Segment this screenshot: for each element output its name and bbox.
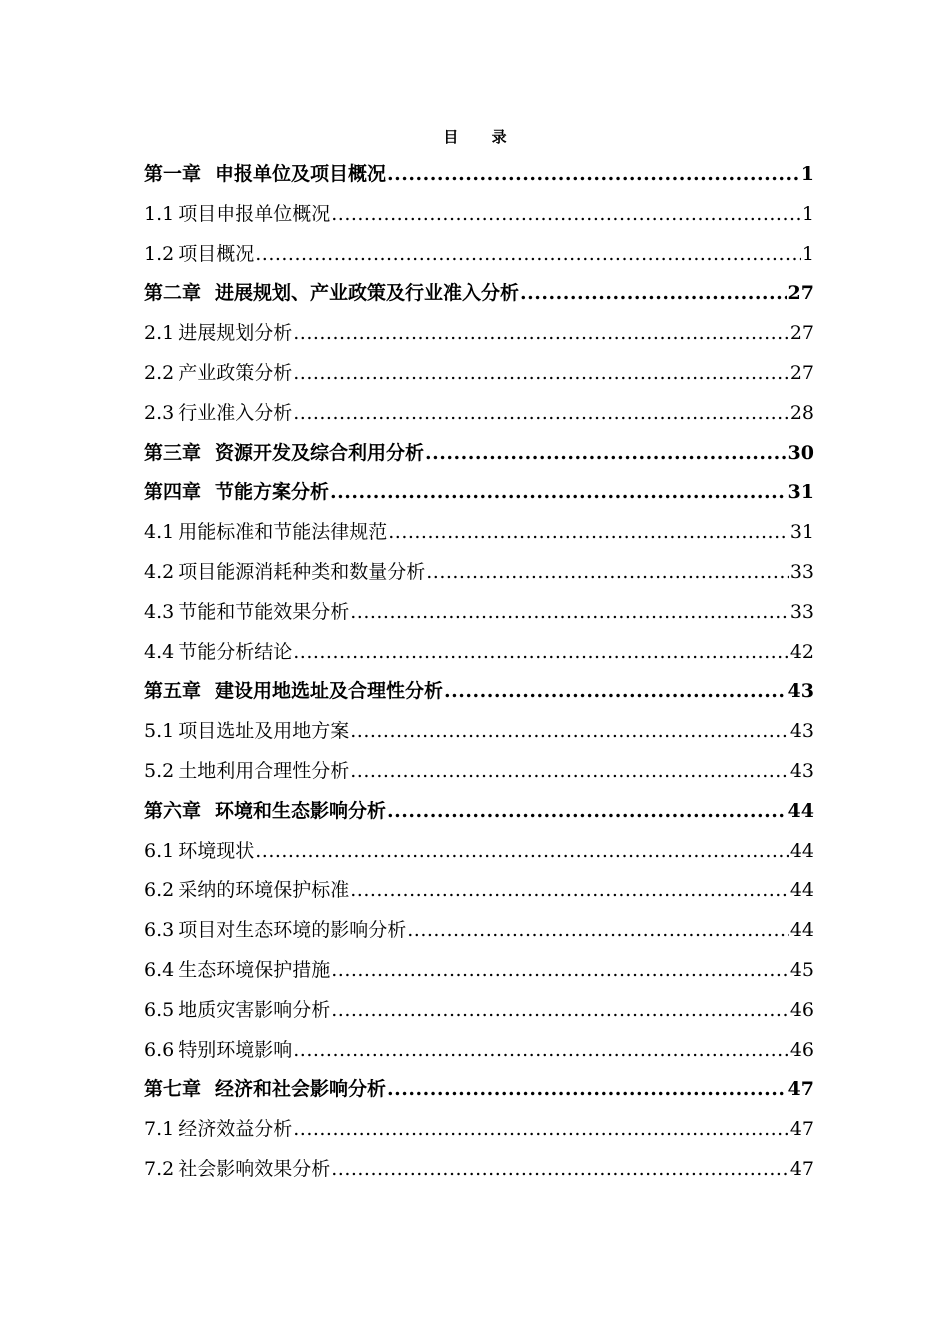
toc-entry-label <box>144 434 424 474</box>
toc-section-entry[interactable] <box>144 712 814 752</box>
toc-entry-text: 节能分析结论 <box>178 640 293 663</box>
toc-page-number: 43 <box>789 720 814 743</box>
toc-section-entry[interactable] <box>144 354 814 394</box>
toc-entry-number: 6.1 <box>144 839 175 862</box>
toc-section-entry[interactable] <box>144 951 814 991</box>
dot-leader <box>350 752 789 792</box>
toc-entry-label <box>144 752 349 792</box>
toc-entry-label <box>144 911 406 951</box>
toc-entry-label <box>144 513 387 553</box>
toc-chapter-entry[interactable] <box>144 1070 814 1110</box>
toc-entry-text: 地质灾害影响分析 <box>178 998 331 1021</box>
dot-leader <box>293 1110 789 1150</box>
dot-leader <box>387 792 787 832</box>
toc-section-entry[interactable] <box>144 593 814 633</box>
toc-entry-label <box>144 1070 386 1110</box>
toc-section-entry[interactable] <box>144 871 814 911</box>
dot-leader <box>293 394 789 434</box>
toc-section-entry[interactable] <box>144 394 814 434</box>
toc-entry-number: 4.3 <box>144 600 175 623</box>
toc-entry-label <box>144 871 349 911</box>
toc-entry-number: 6.6 <box>144 1038 175 1061</box>
toc-entry-label <box>144 792 386 832</box>
toc-entry-text: 生态环境保护措施 <box>178 958 331 981</box>
dot-leader <box>407 911 789 951</box>
toc-entry-label <box>144 633 292 673</box>
toc-entry-text: 用能标准和节能法律规范 <box>178 521 388 544</box>
toc-entry-number: 6.2 <box>144 879 175 902</box>
dot-leader <box>350 871 789 911</box>
toc-page-number: 1 <box>800 163 814 185</box>
toc-entry-text: 产业政策分析 <box>178 361 293 384</box>
toc-entry-text: 申报单位及项目概况 <box>215 163 387 185</box>
toc-page-number: 27 <box>787 282 814 305</box>
dot-leader <box>255 832 789 872</box>
toc-entry-label <box>144 832 254 872</box>
toc-section-entry[interactable] <box>144 991 814 1031</box>
toc-section-entry[interactable] <box>144 911 814 951</box>
toc-entry-number: 第二章 <box>144 282 202 305</box>
toc-entry-text: 项目申报单位概况 <box>178 202 331 225</box>
dot-leader <box>426 553 789 593</box>
toc-section-entry[interactable] <box>144 832 814 872</box>
dot-leader <box>350 593 789 633</box>
toc-section-entry[interactable] <box>144 1110 814 1150</box>
toc-section-entry[interactable] <box>144 553 814 593</box>
dot-leader <box>387 1070 787 1110</box>
toc-section-entry[interactable] <box>144 633 814 673</box>
toc-entry-text: 节能方案分析 <box>215 481 330 504</box>
toc-page-number: 33 <box>789 560 814 583</box>
toc-entry-text: 项目对生态环境的影响分析 <box>178 919 407 942</box>
toc-entry-number: 6.5 <box>144 998 175 1021</box>
toc-entry-label <box>144 1110 292 1150</box>
dot-leader <box>293 354 789 394</box>
toc-entry-number: 第三章 <box>144 441 202 464</box>
toc-entry-number: 2.3 <box>144 401 175 424</box>
toc-title: 目 录 <box>443 128 521 146</box>
toc-section-entry[interactable] <box>144 195 814 235</box>
table-of-contents <box>144 155 814 1190</box>
toc-entry-number: 7.2 <box>144 1157 175 1180</box>
toc-section-entry[interactable] <box>144 513 814 553</box>
toc-entry-number: 5.1 <box>144 720 175 743</box>
toc-entry-text: 项目选址及用地方案 <box>178 720 350 743</box>
toc-entry-text: 社会影响效果分析 <box>178 1157 331 1180</box>
toc-entry-label <box>144 155 386 195</box>
toc-entry-number: 4.4 <box>144 640 175 663</box>
toc-entry-label <box>144 354 292 394</box>
toc-entry-number: 7.1 <box>144 1118 175 1141</box>
toc-entry-number: 6.4 <box>144 958 175 981</box>
toc-entry-label <box>144 314 292 354</box>
toc-section-entry[interactable] <box>144 1031 814 1071</box>
toc-entry-text: 经济效益分析 <box>178 1118 293 1141</box>
toc-entry-label <box>144 1031 292 1071</box>
toc-entry-text: 进展规划分析 <box>178 322 293 345</box>
toc-chapter-entry[interactable] <box>144 672 814 712</box>
toc-entry-label <box>144 1150 330 1190</box>
toc-entry-text: 进展规划、产业政策及行业准入分析 <box>215 282 520 305</box>
toc-entry-label <box>144 951 330 991</box>
toc-page-number: 30 <box>787 441 814 464</box>
toc-entry-number: 2.1 <box>144 322 175 345</box>
toc-section-entry[interactable] <box>144 752 814 792</box>
toc-entry-label <box>144 473 329 513</box>
dot-leader <box>425 434 787 474</box>
toc-page-number: 1 <box>801 242 814 265</box>
toc-entry-label <box>144 235 254 275</box>
toc-page-number: 44 <box>787 799 814 822</box>
toc-page-number: 44 <box>789 919 814 942</box>
toc-entry-text: 环境和生态影响分析 <box>215 799 387 822</box>
dot-leader <box>331 951 789 991</box>
toc-entry-number: 2.2 <box>144 361 175 384</box>
toc-page-number: 44 <box>789 879 814 902</box>
toc-page-number: 31 <box>787 481 814 504</box>
toc-entry-number: 第六章 <box>144 799 202 822</box>
toc-entry-text: 经济和社会影响分析 <box>215 1078 387 1101</box>
dot-leader <box>331 991 789 1031</box>
toc-page-number: 44 <box>789 839 814 862</box>
toc-entry-number: 1.1 <box>144 202 175 225</box>
toc-page-number: 42 <box>789 640 814 663</box>
toc-entry-number: 6.3 <box>144 919 175 942</box>
toc-section-entry[interactable] <box>144 1150 814 1190</box>
dot-leader <box>388 513 789 553</box>
toc-entry-number: 第四章 <box>144 481 202 504</box>
toc-page-number: 33 <box>789 600 814 623</box>
toc-entry-text: 采纳的环境保护标准 <box>178 879 350 902</box>
toc-page-number: 27 <box>789 361 814 384</box>
toc-entry-text: 行业准入分析 <box>178 401 293 424</box>
toc-page-number: 27 <box>789 322 814 345</box>
dot-leader <box>520 274 787 314</box>
toc-entry-text: 土地利用合理性分析 <box>178 759 350 782</box>
toc-entry-number: 第五章 <box>144 680 202 703</box>
toc-chapter-entry[interactable] <box>144 274 814 314</box>
toc-entry-number: 4.1 <box>144 521 175 544</box>
toc-page-number: 46 <box>789 998 814 1021</box>
dot-leader <box>387 155 800 195</box>
dot-leader <box>444 672 787 712</box>
toc-page-number: 45 <box>789 958 814 981</box>
toc-entry-text: 节能和节能效果分析 <box>178 600 350 623</box>
toc-entry-label <box>144 394 292 434</box>
toc-page-number: 43 <box>789 759 814 782</box>
toc-page-number: 46 <box>789 1038 814 1061</box>
toc-entry-text: 项目能源消耗种类和数量分析 <box>178 560 426 583</box>
toc-page-number: 43 <box>787 680 814 703</box>
toc-entry-number: 第一章 <box>144 163 202 185</box>
toc-entry-label <box>144 593 349 633</box>
toc-entry-text: 特别环境影响 <box>178 1038 293 1061</box>
dot-leader <box>293 314 789 354</box>
dot-leader <box>293 633 789 673</box>
toc-section-entry[interactable] <box>144 235 814 275</box>
dot-leader <box>350 712 789 752</box>
toc-page-number: 28 <box>789 401 814 424</box>
toc-entry-text: 环境现状 <box>178 839 255 862</box>
toc-page-number: 1 <box>801 202 814 225</box>
toc-entry-number: 1.2 <box>144 242 175 265</box>
toc-entry-label <box>144 553 425 593</box>
toc-entry-number: 4.2 <box>144 560 175 583</box>
toc-section-entry[interactable] <box>144 314 814 354</box>
toc-entry-label <box>144 991 330 1031</box>
toc-chapter-entry[interactable] <box>144 434 814 474</box>
toc-entry-text: 项目概况 <box>178 242 255 265</box>
toc-entry-label <box>144 195 330 235</box>
toc-entry-number: 5.2 <box>144 759 175 782</box>
dot-leader <box>255 235 801 275</box>
toc-entry-label <box>144 712 349 752</box>
toc-entry-text: 建设用地选址及合理性分析 <box>215 680 444 703</box>
toc-page-number: 47 <box>789 1157 814 1180</box>
toc-chapter-entry[interactable] <box>144 155 814 195</box>
toc-chapter-entry[interactable] <box>144 473 814 513</box>
dot-leader <box>293 1031 789 1071</box>
toc-page-number: 47 <box>789 1118 814 1141</box>
toc-page-number: 47 <box>787 1078 814 1101</box>
dot-leader <box>330 473 787 513</box>
toc-chapter-entry[interactable] <box>144 792 814 832</box>
toc-page-number: 31 <box>789 521 814 544</box>
toc-entry-number: 第七章 <box>144 1078 202 1101</box>
toc-entry-label <box>144 672 443 712</box>
toc-entry-label <box>144 274 519 314</box>
toc-entry-text: 资源开发及综合利用分析 <box>215 441 425 464</box>
dot-leader <box>331 1150 789 1190</box>
dot-leader <box>331 195 801 235</box>
